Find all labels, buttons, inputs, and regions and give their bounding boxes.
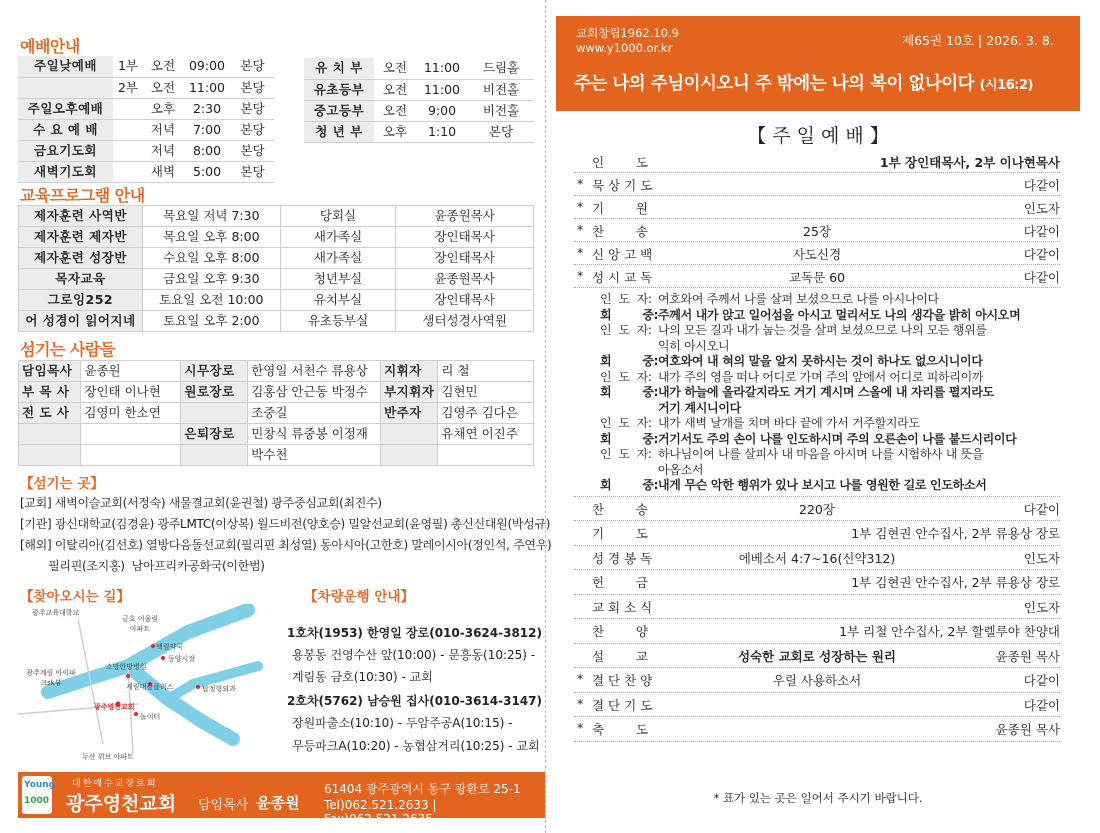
issue-info: 제65권 10호 | 2026. 3. 8.: [902, 33, 1054, 48]
worship-label: 중고등부: [304, 100, 374, 121]
worship-table-right: [304, 58, 534, 143]
order-label: 결 단 기 도: [592, 697, 653, 713]
worship-label: 유초등부: [304, 79, 374, 100]
program-name: 어 성경이 읽어지네: [19, 311, 143, 332]
program-name: 그로잉252: [19, 290, 143, 311]
order-label: 찬 양: [592, 624, 648, 639]
order-leader: 다같이: [1023, 178, 1060, 193]
role-label: 부지휘자: [381, 382, 438, 403]
reading-text: 내게 무슨 악한 행위가 있나 보시고 나를 영원한 길로 인도하소서: [658, 478, 987, 492]
reading-speaker: 인 도 자:: [600, 292, 652, 306]
servants-table: [18, 360, 534, 466]
reading-line: [574, 290, 1060, 306]
role-names: [81, 445, 181, 466]
map-label: 놀이터: [140, 713, 161, 721]
role-label: [381, 445, 438, 466]
worship-time: 11:00: [416, 79, 468, 100]
worship-time: 9:00: [416, 100, 468, 121]
reading-line: [574, 399, 1060, 415]
phone-fax: Tel)062.521.2633 | Fax)062.521.2635: [324, 798, 437, 826]
order-label: 기 도: [592, 526, 648, 541]
role-names: 윤종원: [81, 361, 181, 382]
website: www.y1000.or.kr: [576, 41, 673, 55]
program-time: 금요일 오후 9:30: [142, 269, 280, 290]
order-leader: 다같이: [1023, 224, 1060, 239]
reading-text: 하나님이여 나를 살피사 내 마음을 아시며 나를 시험하사 내 뜻을: [658, 447, 984, 461]
role-names: 유채연 이진주: [438, 424, 534, 445]
reading-text: 거기 계시니이다: [658, 400, 741, 415]
order-item: [574, 644, 1060, 669]
order-item: [574, 546, 1060, 571]
role-label: 은퇴장로: [181, 424, 248, 445]
worship-place: 드림홀: [468, 58, 534, 79]
role-names: 리 철: [438, 361, 534, 382]
program-leader: 장인태목사: [396, 248, 534, 269]
reading-line: [574, 476, 1060, 492]
order-content: 220장: [799, 501, 835, 517]
issue-number: 제65권 10호: [902, 33, 975, 48]
order-label: 헌 금: [592, 575, 648, 590]
order-item: [574, 693, 1060, 718]
role-label: [181, 403, 248, 424]
worship-place: 본당: [231, 77, 274, 98]
program-place: 새가족실: [280, 248, 396, 269]
order-label: 결 단 찬 양: [592, 673, 653, 688]
program-leader: 윤종원목사: [396, 269, 534, 290]
vehicle-title: 【차량운행 안내】: [304, 589, 414, 605]
order-content: 25장: [803, 224, 831, 239]
order-leader: 인도자: [1023, 201, 1060, 216]
order-item: [574, 242, 1060, 265]
education-table: [18, 205, 534, 332]
worship-part: [113, 161, 143, 182]
program-place: 새가족실: [280, 227, 396, 248]
role-label: 원로장로: [181, 382, 248, 403]
church-logo: [22, 776, 56, 814]
worship-label: 수 요 예 배: [18, 119, 113, 140]
reading-speaker: 회 중:: [600, 307, 659, 322]
mission-title: 【섬기는 곳】: [20, 476, 104, 492]
worship-row: [18, 77, 274, 98]
location-map: [18, 604, 280, 764]
worship-time: 1:10: [416, 121, 468, 142]
reading-line: [574, 352, 1060, 368]
map-label: 동양시장: [168, 655, 196, 663]
reading-text: 주께서 내가 앉고 일어섬을 아시고 멀리서도 나의 생각을 밝히 아시오며: [658, 307, 1021, 322]
role-label: 시무장로: [181, 361, 248, 382]
worship-label: 유 치 부: [304, 58, 374, 79]
footer-bar: [18, 772, 545, 826]
standing-note: * 표가 있는 곳은 일어서 주시기 바랍니다.: [713, 791, 923, 805]
servants-row: [19, 424, 534, 445]
role-names: 조중길: [248, 403, 381, 424]
order-leader: 다같이: [1023, 697, 1060, 713]
reading-line: [574, 306, 1060, 322]
map-label: 백림약국: [156, 643, 184, 651]
reading-speaker: 회 중:: [600, 431, 659, 446]
role-names: 김영주 김다은: [438, 403, 534, 424]
order-label: 묵 상 기 도: [592, 178, 653, 193]
reading-text: 익히 아시오니: [658, 338, 730, 353]
star-mark: *: [577, 245, 584, 260]
worship-row: [18, 56, 274, 77]
map-label: 광주계림 아이파크sk뷰: [26, 669, 76, 687]
program-place: 유초등부실: [280, 311, 396, 332]
order-item: [574, 668, 1060, 693]
mission-line: 필리핀(조지홍) 남아프리카공화국(이한범): [20, 559, 265, 573]
worship-place: 본당: [231, 161, 274, 182]
worship-row: [304, 100, 534, 121]
program-time: 토요일 오전 10:00: [142, 290, 280, 311]
map-label: 광주교육대학교: [32, 609, 80, 617]
directions-title: 【찾아오시는 길】: [20, 589, 130, 605]
star-mark: *: [577, 222, 584, 237]
map-label: 계림대광클리스: [126, 683, 174, 691]
motto: [574, 70, 1033, 95]
worship-ampm: 오후: [374, 121, 416, 142]
order-leader: 인도자: [1023, 599, 1060, 615]
role-names: 장인태 이나현: [81, 382, 181, 403]
worship-part: [113, 140, 143, 161]
mission-line: [교회] 새벽이슬교회(서정숙) 새물결교회(윤권철) 광주중심교회(최진수): [20, 496, 382, 510]
worship-ampm: 오전: [374, 79, 416, 100]
reading-text: 여호와여 주께서 나를 살펴 보셨으므로 나를 아시나이다: [658, 292, 939, 306]
servants-row: [19, 361, 534, 382]
reading-line: [574, 321, 1060, 337]
star-mark: *: [577, 695, 584, 711]
worship-ampm: 오전: [374, 58, 416, 79]
order-label: 성 경 봉 독: [592, 550, 653, 566]
education-row: [19, 248, 534, 269]
worship-place: 비전홀: [468, 79, 534, 100]
issue-date: 2026. 3. 8.: [986, 33, 1054, 48]
program-time: 목요일 저녁 7:30: [142, 206, 280, 227]
reading-speaker: 회 중:: [600, 478, 659, 492]
program-place: 당회실: [280, 206, 396, 227]
pastor-name: 윤종원: [256, 794, 300, 812]
program-leader: 생터성경사역원: [396, 311, 534, 332]
order-leader: 1부 리철 안수집사, 2부 할렐루야 찬양대: [839, 624, 1060, 639]
worship-label: 주일오후예배: [18, 98, 113, 119]
bus1-route: 계림동 금호(10:30) - 교회: [292, 670, 433, 684]
map-label: 금호 어울림 아파트: [121, 615, 159, 633]
reading-text: 아옵소서: [658, 462, 704, 477]
role-names: 김현민: [438, 382, 534, 403]
worship-time: 09:00: [183, 56, 231, 77]
reading-speaker: 인 도 자:: [600, 323, 652, 337]
servants-row: [19, 382, 534, 403]
worship-place: 본당: [468, 121, 534, 142]
map-road-label: 금남로: [167, 614, 189, 632]
star-mark: *: [577, 720, 584, 735]
reading-line: [574, 368, 1060, 384]
role-label: 지휘자: [381, 361, 438, 382]
role-label: [181, 445, 248, 466]
worship-place: 비전홀: [468, 100, 534, 121]
role-label: [19, 424, 81, 445]
order-item: [574, 219, 1060, 242]
worship-ampm: 오후: [143, 98, 183, 119]
order-leader: 윤종원 목사: [995, 722, 1060, 737]
worship-ampm: 오전: [374, 100, 416, 121]
worship-info-title: 예배안내: [20, 37, 80, 56]
program-name: 제자훈련 제자반: [19, 227, 143, 248]
worship-table-left: [18, 56, 274, 183]
order-leader: 1부 장인태목사, 2부 이나현목사: [879, 155, 1060, 170]
order-content: 우릴 사용하소서: [772, 673, 862, 688]
order-label: 설 교: [592, 648, 648, 664]
mission-line: [기관] 광신대학교(김경윤) 광주LMTC(이상복) 월드비전(양호승) 밀알선교회(윤영필) 총신신대원(박성규): [20, 517, 551, 531]
servants-row: [19, 403, 534, 424]
worship-part: 2부: [113, 77, 143, 98]
reading-text: 여호와여 내 혀의 말을 알지 못하시는 것이 하나도 없으시니이다: [658, 354, 983, 368]
worship-place: 본당: [231, 56, 274, 77]
worship-ampm: 오전: [143, 77, 183, 98]
worship-label: 주일낮예배: [18, 56, 113, 77]
role-label: 담임목사: [19, 361, 81, 382]
star-mark: *: [577, 671, 584, 686]
worship-time: 5:00: [183, 161, 231, 182]
worship-row: [18, 98, 274, 119]
address: 61404 광주광역시 동구 광환로 25-1: [324, 782, 521, 796]
education-row: [19, 227, 534, 248]
program-place: 유치부실: [280, 290, 396, 311]
order-label: 찬 송: [592, 501, 648, 517]
worship-row: [304, 121, 534, 142]
motto-ref: (시16:2): [979, 78, 1033, 93]
reading-text: 거기서도 주의 손이 나를 인도하시며 주의 오른손이 나를 붙드시리이다: [658, 431, 1017, 446]
role-names: 박수천: [248, 445, 381, 466]
bus1-route: 용봉동 건영수산 앞(10:00) - 문흥동(10:25) -: [292, 648, 536, 662]
order-item: [574, 570, 1060, 595]
program-name: 제자훈련 사역반: [19, 206, 143, 227]
reading-line: [574, 383, 1060, 399]
worship-row: [18, 119, 274, 140]
order-label: 신 앙 고 백: [592, 247, 653, 262]
worship-ampm: 저녁: [143, 119, 183, 140]
program-time: 토요일 오후 2:00: [142, 311, 280, 332]
order-leader: 다같이: [1023, 501, 1060, 517]
worship-part: 1부: [113, 56, 143, 77]
order-of-worship: [574, 150, 1060, 742]
order-leader: 윤종원 목사: [995, 648, 1060, 664]
order-leader: 다같이: [1023, 247, 1060, 262]
order-title: 【 주 일 예 배 】: [747, 125, 889, 147]
worship-part: [113, 119, 143, 140]
worship-time: 11:00: [416, 58, 468, 79]
order-label: 교 회 소 식: [592, 599, 653, 615]
reading-speaker: 회 중:: [600, 354, 659, 368]
right-page: [556, 0, 1100, 833]
worship-part: [113, 98, 143, 119]
order-item: [574, 265, 1060, 288]
order-content: 사도신경: [792, 247, 842, 262]
worship-place: 본당: [231, 119, 274, 140]
reading-line: [574, 445, 1060, 461]
worship-label: [18, 77, 113, 98]
worship-ampm: 저녁: [143, 140, 183, 161]
order-item: [574, 173, 1060, 196]
role-names: 김홍삼 안근동 박정수: [248, 382, 381, 403]
map-label: 두산 위브 아파트: [82, 753, 134, 761]
map-church-label: 광주영천교회: [94, 703, 135, 711]
order-leader: 다같이: [1023, 673, 1060, 688]
order-content: 에베소서 4:7~16(신약312): [738, 550, 896, 566]
church-name: 광주영천교회: [66, 793, 177, 815]
program-name: 목자교육: [19, 269, 143, 290]
worship-label: 금요기도회: [18, 140, 113, 161]
order-label: 성 시 교 독: [592, 270, 653, 285]
worship-row: [18, 140, 274, 161]
education-row: [19, 311, 534, 332]
logo-text: Young: [24, 780, 56, 790]
role-label: 전 도 사: [19, 403, 81, 424]
order-leader: 1부 김현권 안수집사, 2부 류용상 장로: [851, 575, 1060, 590]
reading-text: 내가 주의 영을 떠나 어디로 가며 주의 앞에서 어디로 피하리이까: [658, 369, 984, 384]
program-leader: 장인태목사: [396, 227, 534, 248]
role-label: [19, 445, 81, 466]
reading-text: 내가 새벽 날개를 치며 바다 끝에 가서 거주할지라도: [658, 416, 920, 430]
bus2-route: 무등파크A(10:20) - 농협삼거리(10:25) - 교회: [292, 739, 540, 753]
bus1-head: 1호차(1953) 한영일 장로(010-3624-3812): [287, 626, 542, 640]
education-title: 교육프로그램 안내: [20, 186, 145, 205]
worship-time: 7:00: [183, 119, 231, 140]
order-item: [574, 150, 1060, 173]
order-leader: 인도자: [1023, 550, 1060, 566]
header-banner: [556, 16, 1080, 111]
reading-speaker: 인 도 자:: [600, 416, 652, 430]
star-mark: *: [577, 199, 584, 214]
map-label: 소망한방병원: [106, 663, 147, 671]
reading-speaker: 인 도 자:: [600, 447, 652, 461]
role-label: [381, 424, 438, 445]
map-road-label: 두암지구입구: [218, 703, 259, 731]
order-content: 성숙한 교회로 성장하는 원리: [738, 648, 896, 664]
worship-ampm: 새벽: [143, 161, 183, 182]
reading-line: [574, 461, 1060, 477]
order-label: 인 도: [592, 155, 648, 170]
servants-title: 섬기는 사람들: [20, 340, 115, 359]
worship-place: 본당: [231, 140, 274, 161]
order-item: [574, 595, 1060, 620]
bus2-route: 장원파출소(10:10) - 두암주공A(10:15) -: [292, 716, 513, 730]
order-item: [574, 497, 1060, 522]
order-label: 기 원: [592, 201, 648, 216]
role-names: [438, 445, 534, 466]
logo-text: 1000: [24, 796, 50, 806]
worship-label: 청 년 부: [304, 121, 374, 142]
reading-line: [574, 414, 1060, 430]
founded-date: 교회창립1962.10.9: [576, 26, 679, 40]
role-names: 민창식 류중봉 이정재: [248, 424, 381, 445]
star-mark: *: [577, 176, 584, 191]
order-leader: 다같이: [1023, 270, 1060, 285]
worship-row: [304, 58, 534, 79]
reading-speaker: 인 도 자:: [600, 369, 652, 384]
order-content: 교독문 60: [788, 270, 846, 285]
worship-row: [18, 161, 274, 182]
order-item: [574, 717, 1060, 742]
motto-text: 주는 나의 주님이시오니 주 밖에는 나의 복이 없나이다: [574, 74, 975, 94]
program-time: 수요일 오후 8:00: [142, 248, 280, 269]
role-names: [81, 424, 181, 445]
worship-time: 8:00: [183, 140, 231, 161]
role-names: 한영일 서천수 류용상: [248, 361, 381, 382]
star-mark: *: [577, 268, 584, 283]
worship-time: 11:00: [183, 77, 231, 98]
denomination: 대한예수교장로회: [72, 779, 158, 789]
order-item: [574, 521, 1060, 546]
servants-row: [19, 445, 534, 466]
page-divider: [545, 0, 546, 833]
worship-row: [304, 79, 534, 100]
program-name: 제자훈련 성장반: [19, 248, 143, 269]
education-row: [19, 269, 534, 290]
worship-label: 새벽기도회: [18, 161, 113, 182]
worship-ampm: 오전: [143, 56, 183, 77]
education-row: [19, 290, 534, 311]
order-leader: 1부 김현권 안수집사, 2부 류용상 장로: [851, 526, 1060, 541]
reading-line: [574, 337, 1060, 353]
order-item: [574, 619, 1060, 644]
program-leader: 윤종원목사: [396, 206, 534, 227]
role-names: 김영미 한소연: [81, 403, 181, 424]
bus2-head: 2호차(5762) 남승원 집사(010-3614-3147): [287, 694, 542, 708]
order-label: 축 도: [592, 722, 648, 737]
pastor-label: 담임목사: [198, 798, 249, 813]
reading-text: 내가 하늘에 올라갈지라도 거기 계시며 스올에 내 자리를 펼지라도: [658, 385, 994, 399]
responsive-reading: [574, 288, 1060, 497]
program-leader: 장인태목사: [396, 290, 534, 311]
worship-time: 2:30: [183, 98, 231, 119]
worship-place: 본당: [231, 98, 274, 119]
reading-speaker: 회 중:: [600, 385, 659, 399]
role-label: 부 목 사: [19, 382, 81, 403]
program-place: 청년부실: [280, 269, 396, 290]
program-time: 목요일 오후 8:00: [142, 227, 280, 248]
order-item: [574, 196, 1060, 219]
education-row: [19, 206, 534, 227]
order-label: 찬 송: [592, 224, 648, 239]
role-label: 반주자: [381, 403, 438, 424]
reading-line: [574, 430, 1060, 446]
map-label: 탑정형외과: [202, 685, 236, 693]
reading-text: 나의 모든 길과 내가 눕는 것을 살펴 보셨으므로 나의 모든 행위를: [658, 323, 987, 337]
mission-line: [해외] 이탈리아(김선호) 열방다음돌선교회(필리핀 최성열) 동아시아(고한호) 말레이시아(정인석, 주연우): [20, 538, 552, 552]
